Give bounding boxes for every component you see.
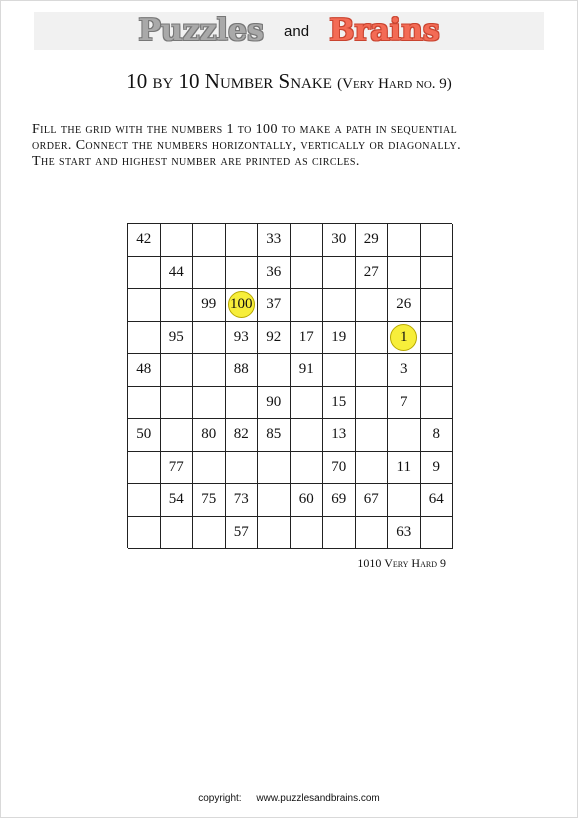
grid-cell[interactable]: 50 [128, 419, 161, 452]
grid-cell[interactable]: 19 [323, 322, 356, 355]
grid-cell[interactable]: 33 [258, 224, 291, 257]
grid-cell[interactable] [193, 517, 226, 550]
grid-cell[interactable] [356, 354, 389, 387]
grid-cell[interactable] [291, 289, 324, 322]
grid-cell[interactable] [193, 224, 226, 257]
grid-cell[interactable]: 13 [323, 419, 356, 452]
grid-cell[interactable] [421, 224, 454, 257]
grid-cell[interactable] [356, 419, 389, 452]
grid-cell[interactable]: 60 [291, 484, 324, 517]
grid-cell[interactable]: 91 [291, 354, 324, 387]
grid-cell[interactable] [161, 517, 194, 550]
number-snake-grid [127, 223, 452, 548]
grid-cell[interactable] [421, 354, 454, 387]
grid-cell[interactable] [193, 257, 226, 290]
grid-cell[interactable]: 44 [161, 257, 194, 290]
grid-cell[interactable]: 57 [226, 517, 259, 550]
grid-cell[interactable] [291, 387, 324, 420]
grid-cell[interactable] [161, 289, 194, 322]
grid-cell[interactable]: 9 [421, 452, 454, 485]
grid-cell[interactable]: 36 [258, 257, 291, 290]
grid-cell[interactable] [161, 419, 194, 452]
title-main: 10 by 10 Number Snake [126, 69, 332, 93]
grid-cell[interactable] [226, 452, 259, 485]
site-logo [0, 12, 578, 50]
grid-cell[interactable] [161, 224, 194, 257]
circled-number: 1 [390, 324, 417, 351]
instruction-line: The start and highest number are printed as circles. [32, 154, 360, 169]
grid-cell[interactable] [356, 452, 389, 485]
grid-cell[interactable] [258, 452, 291, 485]
grid-cell[interactable]: 69 [323, 484, 356, 517]
grid-cell[interactable] [421, 517, 454, 550]
grid-cell[interactable] [356, 322, 389, 355]
grid-cell[interactable]: 17 [291, 322, 324, 355]
grid-cell[interactable]: 27 [356, 257, 389, 290]
grid-cell[interactable] [226, 289, 259, 322]
grid-cell[interactable] [388, 419, 421, 452]
grid-cell[interactable]: 54 [161, 484, 194, 517]
grid-cell[interactable]: 63 [388, 517, 421, 550]
grid-cell[interactable] [161, 387, 194, 420]
footer [0, 793, 578, 804]
grid-cell[interactable]: 48 [128, 354, 161, 387]
grid-cell[interactable]: 92 [258, 322, 291, 355]
grid-cell[interactable]: 90 [258, 387, 291, 420]
logo-word-brains: Brains [329, 13, 440, 48]
grid-cell[interactable] [421, 322, 454, 355]
grid-cell[interactable]: 29 [356, 224, 389, 257]
grid-cell[interactable]: 11 [388, 452, 421, 485]
logo-connector: and [284, 22, 310, 40]
grid-cell[interactable] [291, 257, 324, 290]
grid-cell[interactable] [226, 387, 259, 420]
grid-cell[interactable]: 30 [323, 224, 356, 257]
grid-cell[interactable] [323, 289, 356, 322]
grid-cell[interactable] [421, 387, 454, 420]
grid-cell[interactable]: 93 [226, 322, 259, 355]
grid-cell[interactable] [388, 322, 421, 355]
instructions [32, 122, 552, 170]
grid-cell[interactable]: 73 [226, 484, 259, 517]
grid-cell[interactable]: 42 [128, 224, 161, 257]
grid-cell[interactable] [128, 517, 161, 550]
grid-cell[interactable] [226, 257, 259, 290]
grid-cell[interactable]: 85 [258, 419, 291, 452]
grid-cell[interactable] [388, 257, 421, 290]
grid-cell[interactable] [421, 289, 454, 322]
grid-cell[interactable]: 64 [421, 484, 454, 517]
circled-number: 100 [228, 291, 255, 318]
instruction-line: order. Connect the numbers horizontally, vertically or diagonally. [32, 138, 462, 153]
grid-cell[interactable]: 82 [226, 419, 259, 452]
instruction-line: Fill the grid with the numbers 1 to 100 to make a path in sequential [32, 122, 458, 137]
puzzle-code: 1010 Very Hard 9 [357, 556, 446, 570]
grid-cell[interactable] [356, 517, 389, 550]
grid-cell[interactable]: 26 [388, 289, 421, 322]
grid-cell[interactable] [258, 354, 291, 387]
grid-cell[interactable] [291, 224, 324, 257]
grid-cell[interactable]: 67 [356, 484, 389, 517]
grid-cell[interactable]: 88 [226, 354, 259, 387]
grid-cell[interactable] [128, 257, 161, 290]
grid-cell[interactable] [421, 257, 454, 290]
grid-cell[interactable] [388, 224, 421, 257]
grid-cell[interactable] [128, 452, 161, 485]
grid-cell[interactable]: 95 [161, 322, 194, 355]
title-subtitle: (Very Hard no. 9) [337, 76, 452, 92]
grid-cell[interactable]: 15 [323, 387, 356, 420]
page-title [0, 68, 578, 97]
grid-cell[interactable] [193, 452, 226, 485]
grid-cell[interactable] [128, 322, 161, 355]
grid-cell[interactable] [291, 517, 324, 550]
grid-cell[interactable] [291, 452, 324, 485]
grid-cell[interactable] [193, 354, 226, 387]
grid-cell[interactable] [226, 224, 259, 257]
grid-cell[interactable]: 77 [161, 452, 194, 485]
grid-cell[interactable]: 75 [193, 484, 226, 517]
copyright-label: copyright: [198, 793, 242, 804]
grid-cell[interactable] [128, 484, 161, 517]
grid-cell[interactable] [323, 354, 356, 387]
grid-cell[interactable]: 37 [258, 289, 291, 322]
grid-cell[interactable]: 80 [193, 419, 226, 452]
grid-cell[interactable] [356, 387, 389, 420]
grid-cell[interactable]: 70 [323, 452, 356, 485]
grid-cell[interactable]: 3 [388, 354, 421, 387]
grid-cell[interactable] [128, 387, 161, 420]
grid-cell[interactable] [193, 322, 226, 355]
grid-cell[interactable] [258, 517, 291, 550]
grid-cell[interactable] [161, 354, 194, 387]
grid-cell[interactable] [128, 289, 161, 322]
grid-cell[interactable] [323, 517, 356, 550]
grid-cell[interactable] [291, 419, 324, 452]
grid-cell[interactable] [258, 484, 291, 517]
grid-cell[interactable] [356, 289, 389, 322]
grid-cell[interactable]: 99 [193, 289, 226, 322]
website-link[interactable]: www.puzzlesandbrains.com [256, 793, 380, 804]
grid-cell[interactable] [323, 257, 356, 290]
grid-cell[interactable] [193, 387, 226, 420]
logo-word-puzzles: Puzzles [138, 13, 265, 48]
grid-cell[interactable] [388, 484, 421, 517]
grid-cell[interactable]: 8 [421, 419, 454, 452]
grid-cell[interactable]: 7 [388, 387, 421, 420]
